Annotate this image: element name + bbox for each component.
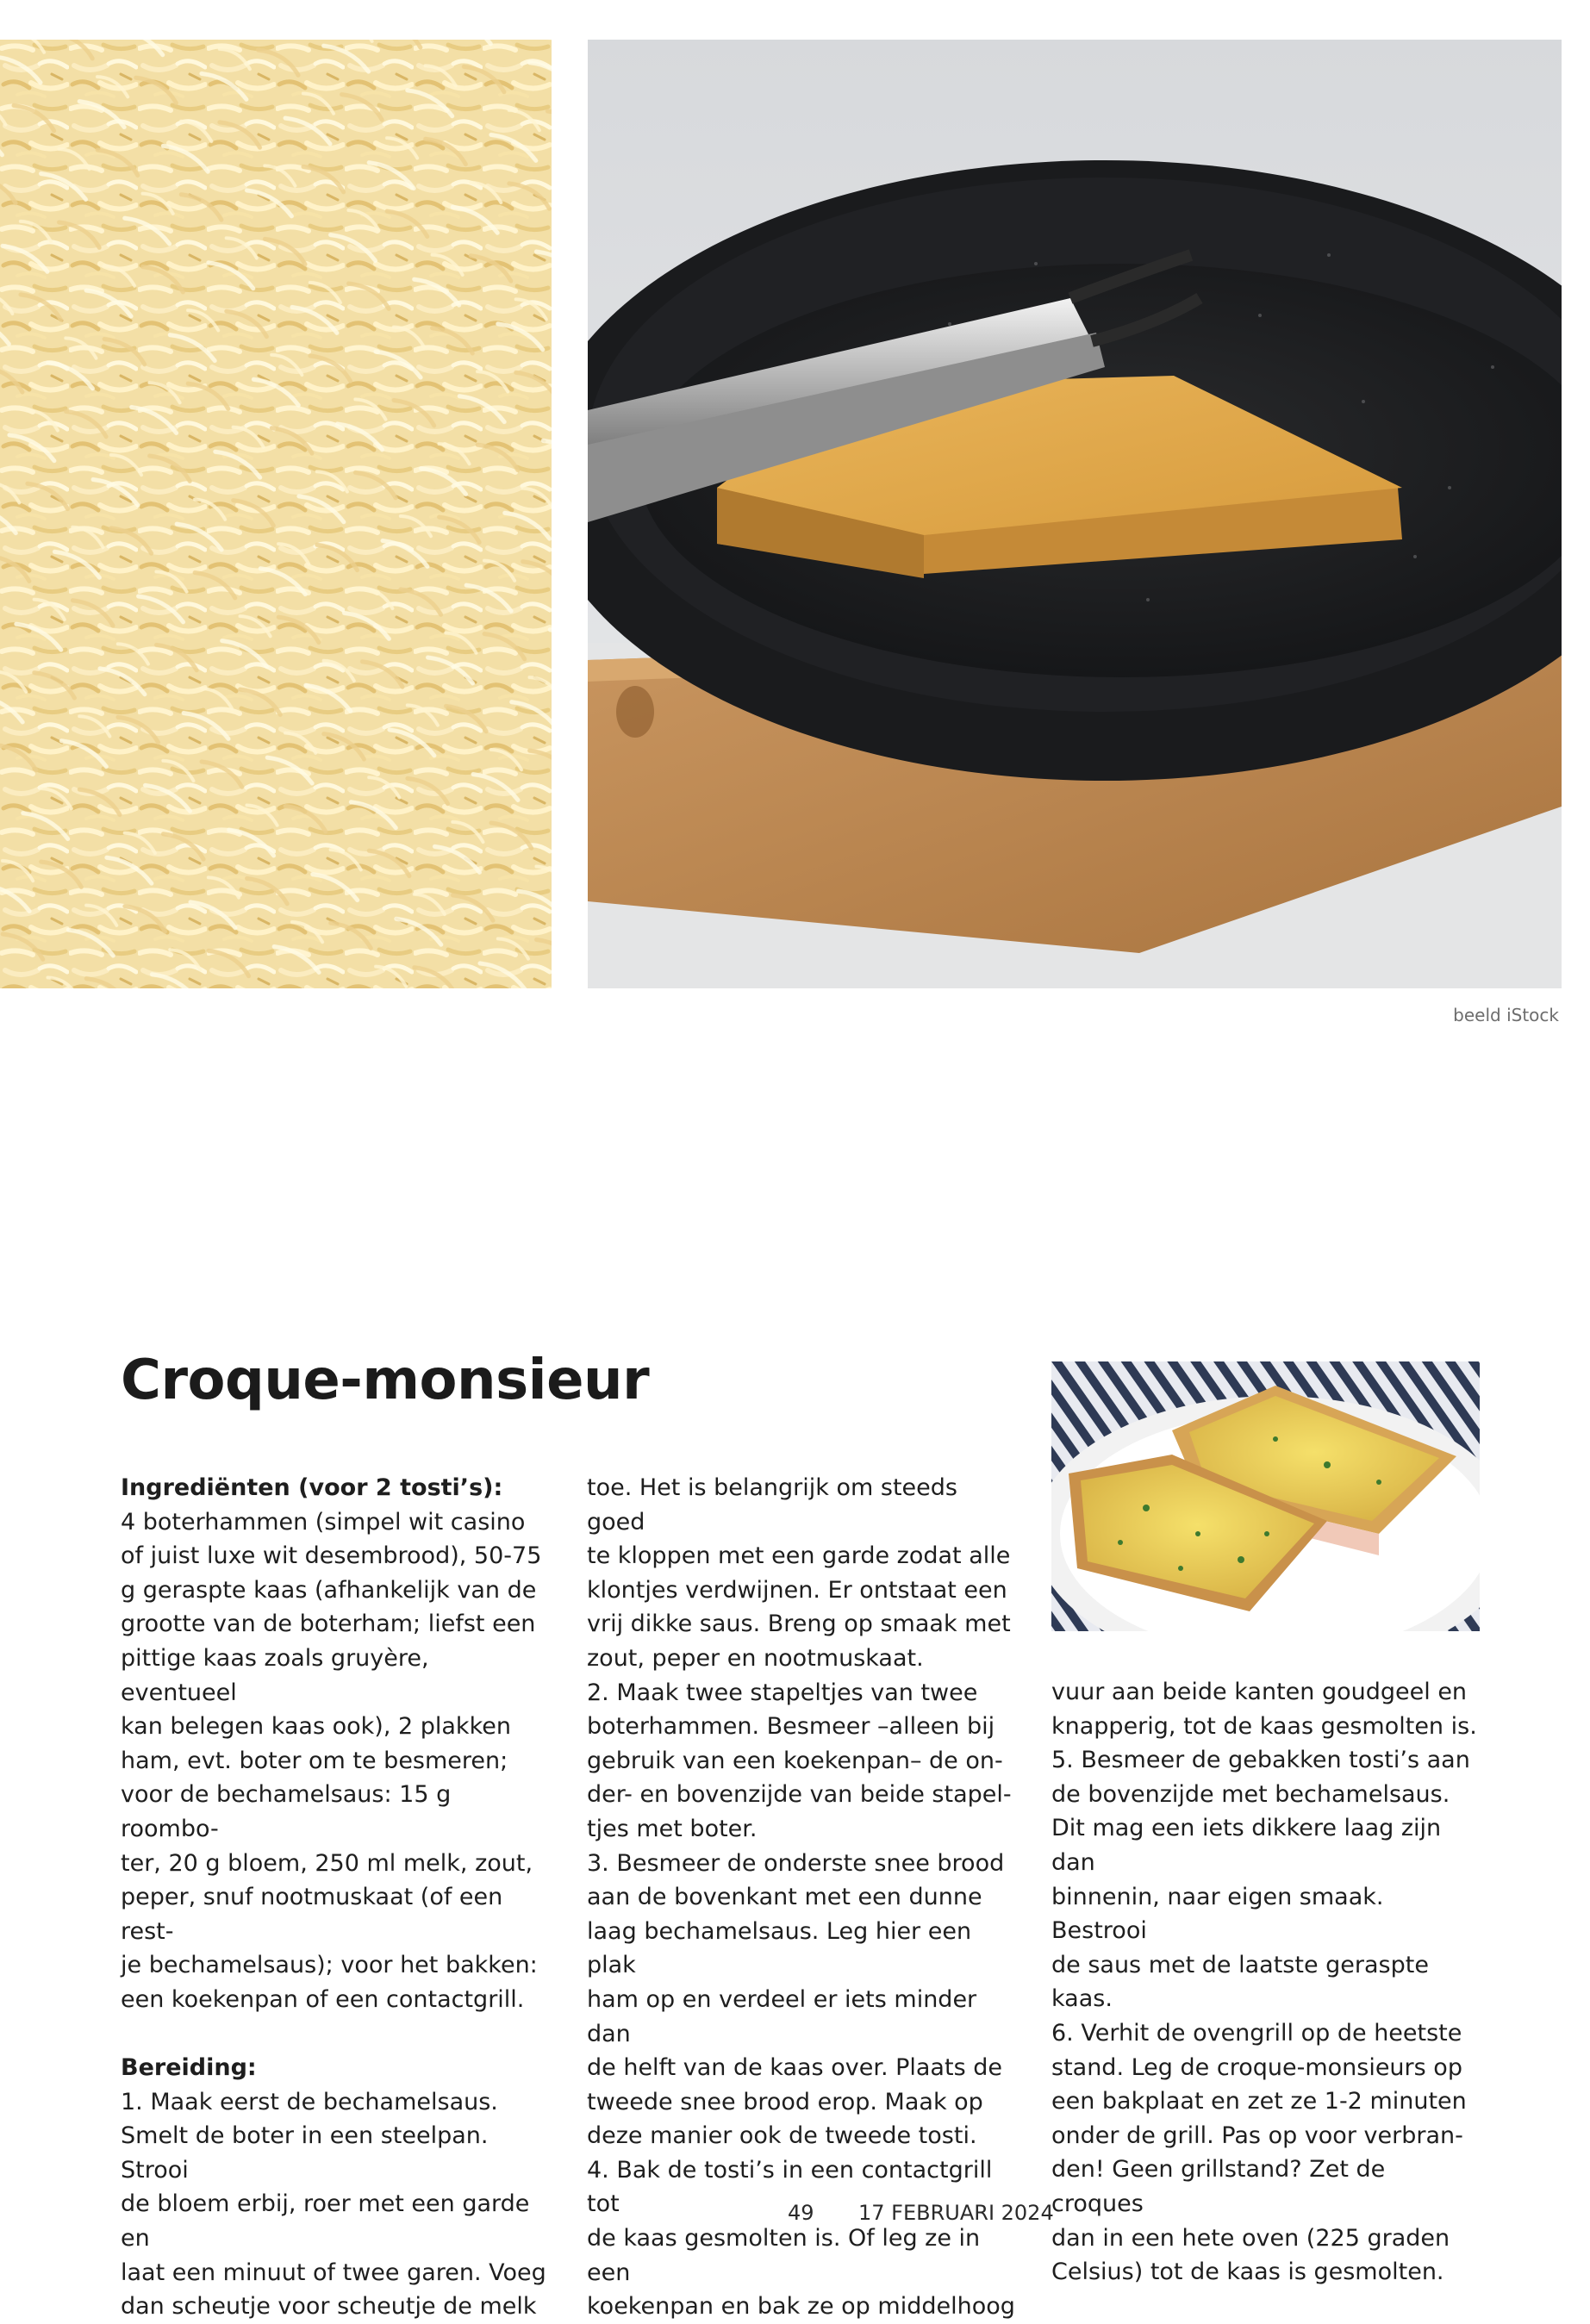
text-line: koekenpan en bak ze op middelhoog: [587, 2293, 1015, 2321]
text-line: grootte van de boterham; liefst een: [121, 1611, 536, 1638]
text-line: gebruik van een koekenpan– de on-: [587, 1747, 1003, 1774]
text-line: onder de grill. Pas op voor verbran-: [1051, 2122, 1463, 2149]
photo-credit: beeld iStock: [1453, 1005, 1559, 1025]
text-line: dan scheutje voor scheutje de melk: [121, 2293, 537, 2321]
text-line: 4. Bak de tosti’s in een contactgrill tot: [587, 2156, 993, 2218]
text-line: laag bechamelsaus. Leg hier een plak: [587, 1917, 972, 1979]
text-line: een bakplaat en zet ze 1-2 minuten: [1051, 2088, 1467, 2115]
ingredients-heading: Ingrediënten (voor 2 tosti’s):: [121, 1474, 503, 1501]
text-line: 2. Maak twee stapeltjes van twee: [587, 1679, 978, 1706]
text-line: 3. Besmeer de onderste snee brood: [587, 1849, 1005, 1877]
paragraph-gap: [121, 2017, 552, 2052]
text-line: te kloppen met een garde zodat alle: [587, 1542, 1011, 1570]
text-line: vrij dikke saus. Breng op smaak met: [587, 1611, 1011, 1638]
text-line: boterhammen. Besmeer –alleen bij: [587, 1713, 995, 1741]
text-line: Dit mag een iets dikkere laag zijn dan: [1051, 1815, 1442, 1876]
text-line: 4 boterhammen (simpel wit casino: [121, 1508, 526, 1536]
column-method-end: [1051, 1675, 1482, 2290]
issue-date: 17 FEBRUARI 2024: [858, 2201, 1054, 2225]
text-line: toe. Het is belangrijk om steeds goed: [587, 1474, 957, 1536]
text-line: ham, evt. boter om te besmeren;: [121, 1747, 508, 1774]
text-line: vuur aan beide kanten goudgeel en: [1051, 1679, 1468, 1705]
text-line: tweede snee brood erop. Maak op: [587, 2088, 983, 2115]
croque-monsieur-photo: [1051, 1361, 1480, 1631]
text-line: pittige kaas zoals gruyère, eventueel: [121, 1644, 429, 1706]
text-line: een koekenpan of een contactgrill.: [121, 1985, 525, 2013]
column-ingredients: [121, 1471, 552, 2324]
text-line: dan in een hete oven (225 graden: [1051, 2224, 1450, 2252]
text-line: der- en bovenzijde van beide stapel-: [587, 1781, 1012, 1809]
column-method-continued: [587, 1471, 1018, 2324]
text-line: binnenin, naar eigen smaak. Bestrooi: [1051, 1883, 1384, 1945]
page-number: 49: [788, 2201, 814, 2225]
text-line: knapperig, tot de kaas gesmolten is.: [1051, 1712, 1477, 1740]
text-line: 6. Verhit de ovengrill op de heetste: [1051, 2019, 1462, 2047]
text-line: de bovenzijde met bechamelsaus.: [1051, 1780, 1450, 1808]
recipe-title: Croque-monsieur: [121, 1349, 650, 1412]
text-line: deze manier ook de tweede tosti.: [587, 2122, 977, 2150]
text-line: de kaas gesmolten is. Of leg ze in een: [587, 2225, 981, 2286]
text-line: den! Geen grillstand? Zet de croques: [1051, 2156, 1386, 2217]
text-line: peper, snuf nootmuskaat (of een rest-: [121, 1884, 503, 1945]
text-line: Smelt de boter in een steelpan. Strooi: [121, 2122, 489, 2184]
text-line: zout, peper en nootmuskaat.: [587, 1644, 924, 1672]
text-line: ham op en verdeel er iets minder dan: [587, 1985, 977, 2047]
text-line: Celsius) tot de kaas is gesmolten.: [1051, 2259, 1444, 2286]
text-line: kan belegen kaas ook), 2 plakken: [121, 1713, 511, 1741]
text-line: de saus met de laatste geraspte kaas.: [1051, 1951, 1429, 2013]
text-line: aan de bovenkant met een dunne: [587, 1884, 982, 1911]
text-line: klontjes verdwijnen. Er ontstaat een: [587, 1576, 1007, 1604]
text-line: voor de bechamelsaus: 15 g roombo-: [121, 1781, 452, 1842]
text-line: stand. Leg de croque-monsieurs op: [1051, 2053, 1462, 2081]
text-line: 5. Besmeer de gebakken tosti’s aan: [1051, 1747, 1470, 1774]
frying-pan-toast-photo: [588, 40, 1562, 988]
text-line: 1. Maak eerst de bechamelsaus.: [121, 2088, 498, 2115]
grated-cheese-photo: [0, 40, 552, 988]
text-line: ter, 20 g bloem, 250 ml melk, zout,: [121, 1849, 533, 1877]
text-line: g geraspte kaas (afhankelijk van de: [121, 1576, 537, 1604]
text-line: je bechamelsaus); voor het bakken:: [121, 1952, 538, 1979]
text-line: de helft van de kaas over. Plaats de: [587, 2054, 1002, 2082]
text-line: laat een minuut of twee garen. Voeg: [121, 2259, 546, 2286]
text-line: de bloem erbij, roer met een garde en: [121, 2190, 530, 2252]
text-line: tjes met boter.: [587, 1815, 758, 1842]
preparation-heading: Bereiding:: [121, 2054, 257, 2082]
text-line: of juist luxe wit desembrood), 50-75: [121, 1542, 542, 1570]
